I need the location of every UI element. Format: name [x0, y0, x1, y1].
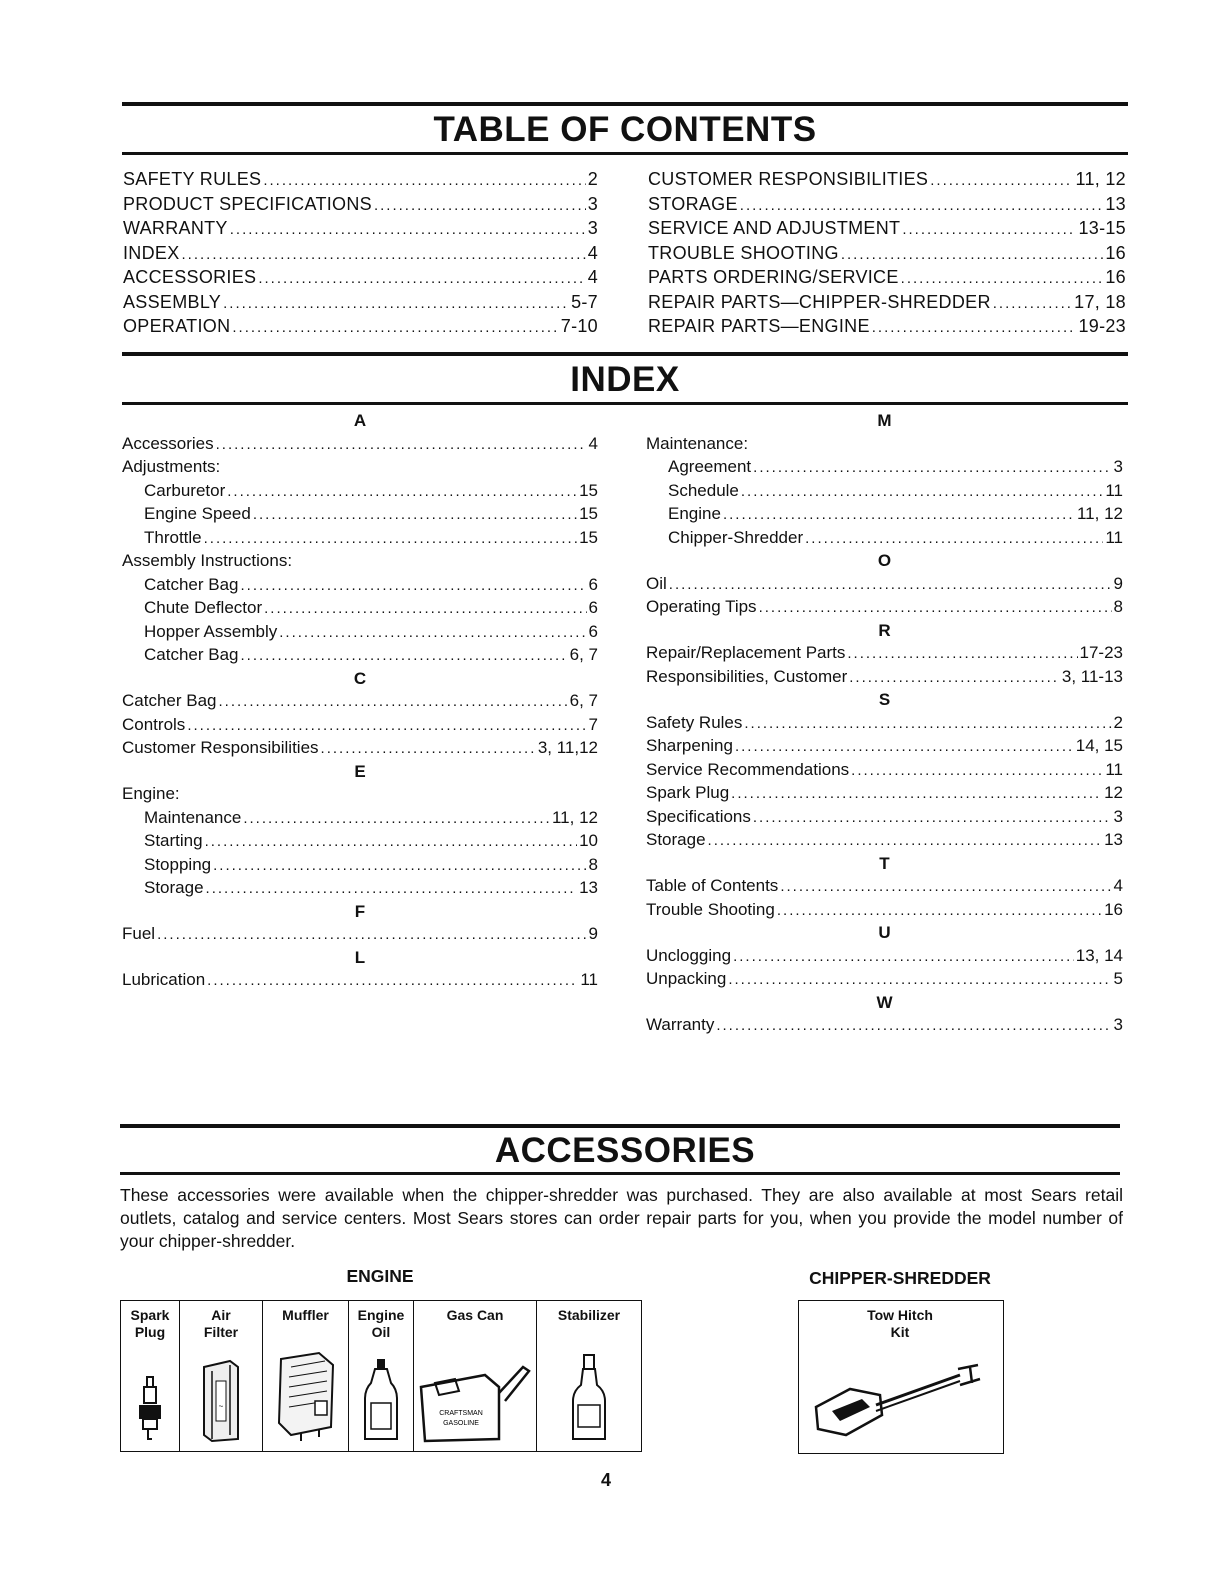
entry-row [122, 456, 598, 480]
tow-hitch-icon [799, 1359, 1001, 1445]
svg-text:GASOLINE: GASOLINE [443, 1420, 479, 1427]
entry-label: Responsibilities, Customer [646, 666, 848, 686]
entry-page: 3, 11,12 [537, 738, 598, 757]
entry-page: 9 [1113, 573, 1123, 593]
accessory-cell [799, 1301, 1001, 1453]
entry-label: Stopping [144, 854, 212, 874]
entry-label: ASSEMBLY [123, 291, 222, 312]
entry-label: WARRANTY [123, 218, 228, 238]
dot-leader [872, 316, 1077, 340]
index-letter-heading: M [877, 411, 892, 430]
entry-page: 15 [579, 504, 598, 523]
entry-row [646, 480, 1123, 504]
entry-label: Engine Speed [144, 504, 251, 523]
dot-leader [321, 738, 536, 761]
entry-row [122, 714, 598, 738]
dot-leader [206, 878, 578, 901]
entry-row [646, 666, 1123, 690]
entry-row [123, 193, 598, 218]
entry-label: Fuel [122, 924, 156, 943]
accessory-label: Spark Plug [130, 1307, 170, 1340]
accessories-top-rule [120, 1124, 1120, 1128]
entry-row [648, 315, 1126, 340]
dot-leader [753, 807, 1112, 830]
entry-row [122, 574, 598, 598]
entry-row [646, 503, 1123, 527]
entry-row [123, 291, 598, 316]
dot-leader [753, 457, 1111, 480]
dot-leader [241, 645, 568, 668]
entry-row [122, 550, 598, 574]
entry-page: 11, 12 [1075, 169, 1126, 189]
entry-page: 15 [579, 480, 598, 500]
entry-row [122, 807, 598, 831]
dot-leader [219, 691, 568, 714]
accessory-cell [537, 1301, 641, 1451]
index-letter-heading: T [879, 853, 890, 873]
entry-page: 6, 7 [569, 691, 598, 710]
entry-label: Table of Contents [646, 876, 779, 895]
chipper-accessories-table [798, 1300, 1004, 1454]
stabilizer-bottle-icon [537, 1353, 641, 1443]
index-letter-heading: O [877, 551, 892, 570]
entry-page: 12 [1104, 783, 1123, 802]
entry-row [122, 737, 598, 761]
entry-row [122, 597, 598, 621]
accessory-label: Stabilizer [557, 1307, 621, 1323]
dot-leader [733, 946, 1074, 969]
entry-row [648, 193, 1126, 218]
dot-leader [241, 575, 587, 598]
entry-row [646, 829, 1123, 853]
entry-page: 4 [1113, 876, 1123, 895]
entry-label: Warranty [646, 1015, 715, 1034]
entry-page: 2 [587, 169, 598, 189]
entry-page: 7-10 [560, 316, 598, 336]
entry-row [122, 783, 598, 807]
svg-text:~: ~ [218, 1402, 224, 1411]
entry-row [123, 242, 598, 267]
dot-leader [735, 736, 1074, 759]
entry-row [122, 503, 598, 527]
dot-leader [187, 715, 586, 738]
entry-row [646, 456, 1123, 480]
dot-leader [157, 924, 586, 947]
entry-row [122, 621, 598, 645]
entry-label: Maintenance [144, 807, 242, 827]
entry-label: Storage [646, 830, 706, 849]
entry-page: 10 [579, 831, 598, 850]
muffler-icon [263, 1347, 348, 1443]
entry-page: 17, 18 [1074, 291, 1126, 312]
spark-plug-icon [121, 1375, 179, 1443]
accessory-cell [414, 1301, 537, 1451]
dot-leader [741, 481, 1103, 504]
accessories-bottom-rule [120, 1172, 1120, 1175]
accessory-cell [180, 1301, 263, 1451]
entry-page: 11 [1105, 527, 1123, 547]
entry-label: SERVICE AND ADJUSTMENT [648, 218, 901, 238]
entry-page: 16 [1105, 267, 1126, 287]
entry-label: Catcher Bag [144, 645, 239, 664]
dot-leader [902, 218, 1076, 242]
entry-label: Chute Deflector [144, 598, 263, 617]
entry-row [646, 1014, 1123, 1038]
entry-label: Assembly Instructions: [122, 551, 293, 570]
dot-leader [723, 504, 1075, 527]
entry-label: Carburetor [144, 480, 226, 500]
dot-leader [744, 713, 1111, 736]
entry-row [646, 782, 1123, 806]
entry-label: PARTS ORDERING/SERVICE [648, 267, 899, 287]
entry-page: 3 [587, 218, 598, 238]
toc-title: TABLE OF CONTENTS [433, 110, 817, 149]
entry-page: 9 [588, 924, 598, 943]
entry-page: 3, 11-13 [1061, 666, 1123, 686]
entry-label: Engine: [122, 784, 180, 803]
entry-page: 6, 7 [569, 645, 598, 664]
dot-leader [728, 969, 1111, 992]
entry-row [646, 573, 1123, 597]
entry-page: 11, 12 [1076, 504, 1123, 523]
entry-label: Repair/Replacement Parts [646, 643, 846, 662]
entry-label: PRODUCT SPECIFICATIONS [123, 193, 372, 214]
entry-row [122, 690, 598, 714]
dot-leader [213, 855, 586, 878]
entry-label: SAFETY RULES [123, 169, 262, 189]
entry-label: Service Recommendations [646, 759, 850, 779]
entry-page: 11 [580, 970, 598, 989]
entry-page: 7 [588, 714, 598, 734]
entry-page: 13 [579, 878, 598, 897]
entry-row [648, 168, 1126, 193]
accessory-cell [121, 1301, 180, 1451]
entry-label: Maintenance: [646, 433, 749, 453]
entry-page: 4 [588, 433, 598, 453]
entry-label: Schedule [668, 480, 739, 500]
entry-row [122, 923, 598, 947]
toc-top-rule [122, 102, 1128, 106]
entry-row [122, 644, 598, 668]
toc-right-column [648, 168, 1126, 340]
entry-row [648, 217, 1126, 242]
entry-page: 6 [588, 574, 598, 594]
entry-row [646, 527, 1123, 551]
accessories-description: These accessories were available when the chipper-shredder was purchased. They are also available at most Sears retail outlets, catalog and service centers. Most Sears stores can order repair parts for you, when you provide the model number of your chipper-shredder. [120, 1185, 1123, 1251]
oil-bottle-icon [349, 1357, 413, 1443]
entry-label: Starting [144, 831, 203, 850]
dot-leader [227, 481, 577, 504]
entry-label: Trouble Shooting [646, 899, 775, 919]
chipper-shredder-group-title: CHIPPER-SHREDDER [809, 1268, 991, 1288]
dot-leader [716, 1015, 1111, 1038]
engine-group-title: ENGINE [346, 1266, 414, 1286]
entry-label: Controls [122, 714, 186, 734]
entry-page: 11 [1105, 759, 1123, 779]
entry-row [648, 242, 1126, 267]
entry-row [648, 291, 1126, 316]
dot-leader [993, 292, 1072, 316]
entry-label: Unclogging [646, 945, 732, 965]
entry-row [123, 315, 598, 340]
index-letter-heading: S [878, 690, 891, 709]
dot-leader [232, 316, 558, 340]
dot-leader [759, 597, 1112, 620]
entry-page: 15 [579, 527, 598, 547]
entry-row [646, 899, 1123, 923]
entry-page: 13 [1104, 830, 1123, 849]
entry-label: STORAGE [648, 193, 738, 214]
accessory-label: Engine Oil [357, 1307, 405, 1340]
dot-leader [777, 900, 1102, 923]
entry-label: Unpacking [646, 969, 727, 988]
dot-leader [805, 528, 1103, 551]
index-bottom-rule [122, 402, 1128, 405]
index-letter-heading: R [878, 620, 891, 640]
accessory-label: Air Filter [203, 1307, 239, 1340]
entry-row [123, 266, 598, 291]
entry-page: 3 [587, 193, 598, 214]
entry-row [122, 877, 598, 901]
entry-row [646, 759, 1123, 783]
entry-page: 3 [1113, 1015, 1123, 1034]
entry-page: 13, 14 [1075, 945, 1123, 965]
dot-leader [780, 876, 1111, 899]
index-letter-heading: F [354, 901, 366, 921]
dot-leader [708, 830, 1103, 853]
entry-row [122, 527, 598, 551]
gas-can-icon [414, 1353, 536, 1443]
air-filter-icon [180, 1359, 262, 1443]
entry-page: 16 [1104, 899, 1123, 919]
entry-page: 16 [1105, 242, 1126, 263]
entry-label: Oil [646, 573, 667, 593]
entry-label: Engine [668, 504, 721, 523]
dot-leader [204, 528, 577, 551]
dot-leader [669, 574, 1112, 597]
dot-leader [230, 218, 586, 242]
accessory-cell [263, 1301, 349, 1451]
index-left-column [122, 410, 598, 993]
entry-label: Throttle [144, 527, 202, 547]
entry-page: 11 [1105, 480, 1123, 500]
dot-leader [223, 292, 569, 316]
entry-page: 5-7 [571, 291, 598, 312]
entry-label: Catcher Bag [144, 574, 239, 594]
entry-row [646, 968, 1123, 992]
entry-label: Hopper Assembly [144, 621, 278, 641]
entry-row [646, 642, 1123, 666]
entry-row [123, 168, 598, 193]
entry-page: 3 [1113, 806, 1123, 826]
entry-page: 6 [588, 598, 598, 617]
entry-row [646, 875, 1123, 899]
entry-page: 19-23 [1078, 316, 1126, 336]
entry-page: 3 [1113, 457, 1123, 476]
dot-leader [216, 434, 587, 457]
entry-label: REPAIR PARTS—ENGINE [648, 316, 870, 336]
entry-row [646, 433, 1123, 457]
index-letter-heading: A [353, 411, 367, 430]
dot-leader [841, 243, 1104, 267]
dot-leader [182, 243, 586, 267]
dot-leader [207, 970, 578, 993]
entry-label: Adjustments: [122, 457, 221, 476]
entry-row [646, 806, 1123, 830]
entry-label: OPERATION [123, 316, 231, 336]
entry-page: 8 [1113, 597, 1123, 616]
entry-page: 5 [1113, 969, 1123, 988]
entry-label: Agreement [668, 457, 752, 476]
gas-can-brand-text: CRAFTSMAN [439, 1410, 483, 1417]
index-letter-heading: L [354, 947, 366, 967]
entry-page: 13-15 [1078, 218, 1126, 238]
entry-row [646, 712, 1123, 736]
entry-page: 8 [588, 854, 598, 874]
dot-leader [258, 267, 585, 291]
entry-page: 4 [587, 242, 598, 263]
entry-page: 11, 12 [551, 807, 598, 827]
entry-page: 2 [1113, 712, 1123, 732]
entry-row [123, 217, 598, 242]
index-title: INDEX [570, 360, 680, 399]
toc-left-column [123, 168, 598, 340]
engine-accessories-table [120, 1300, 642, 1452]
entry-label: Customer Responsibilities [122, 738, 319, 757]
index-right-column [646, 410, 1123, 1038]
dot-leader [901, 267, 1104, 291]
entry-page: 17-23 [1079, 643, 1123, 662]
entry-label: Safety Rules [646, 712, 743, 732]
entry-row [122, 969, 598, 993]
dot-leader [740, 194, 1104, 218]
entry-page: 4 [587, 267, 598, 287]
dot-leader [279, 622, 586, 645]
entry-row [122, 854, 598, 878]
entry-label: Catcher Bag [122, 691, 217, 710]
entry-label: Operating Tips [646, 597, 757, 616]
entry-row [122, 480, 598, 504]
entry-row [122, 830, 598, 854]
dot-leader [374, 194, 586, 218]
dot-leader [253, 504, 577, 527]
accessory-cell [349, 1301, 414, 1451]
entry-label: Chipper-Shredder [668, 527, 804, 547]
dot-leader [263, 169, 585, 193]
entry-page: 6 [588, 621, 598, 641]
index-letter-heading: U [878, 923, 891, 942]
entry-label: Storage [144, 878, 204, 897]
page-number: 4 [600, 1470, 611, 1490]
accessories-title: ACCESSORIES [494, 1131, 756, 1170]
entry-row [122, 433, 598, 457]
entry-label: Sharpening [646, 736, 733, 755]
accessory-label: Muffler [282, 1307, 329, 1323]
entry-page: 14, 15 [1075, 736, 1123, 755]
entry-row [646, 945, 1123, 969]
entry-label: CUSTOMER RESPONSIBILITIES [648, 169, 929, 189]
dot-leader [731, 783, 1102, 806]
entry-label: REPAIR PARTS—CHIPPER-SHREDDER [648, 291, 991, 312]
entry-label: INDEX [123, 242, 180, 263]
entry-label: Specifications [646, 806, 751, 826]
accessory-label: Gas Can [446, 1307, 504, 1323]
index-letter-heading: C [353, 668, 367, 688]
index-top-rule [122, 352, 1128, 356]
dot-leader [243, 808, 550, 831]
entry-page: 13 [1105, 193, 1126, 214]
dot-leader [849, 667, 1060, 690]
entry-label: Lubrication [122, 970, 206, 989]
dot-leader [264, 598, 586, 621]
dot-leader [847, 643, 1077, 666]
entry-row [646, 735, 1123, 759]
toc-bottom-rule [122, 152, 1128, 155]
entry-label: Spark Plug [646, 783, 730, 802]
entry-label: ACCESSORIES [123, 267, 257, 287]
entry-row [646, 596, 1123, 620]
dot-leader [930, 169, 1073, 193]
dot-leader [851, 760, 1103, 783]
entry-row [648, 266, 1126, 291]
index-letter-heading: E [354, 761, 366, 781]
entry-label: Accessories [122, 433, 214, 453]
index-letter-heading: W [876, 992, 893, 1012]
dot-leader [205, 831, 577, 854]
entry-label: TROUBLE SHOOTING [648, 242, 839, 263]
accessory-label: Tow Hitch Kit [867, 1307, 933, 1340]
